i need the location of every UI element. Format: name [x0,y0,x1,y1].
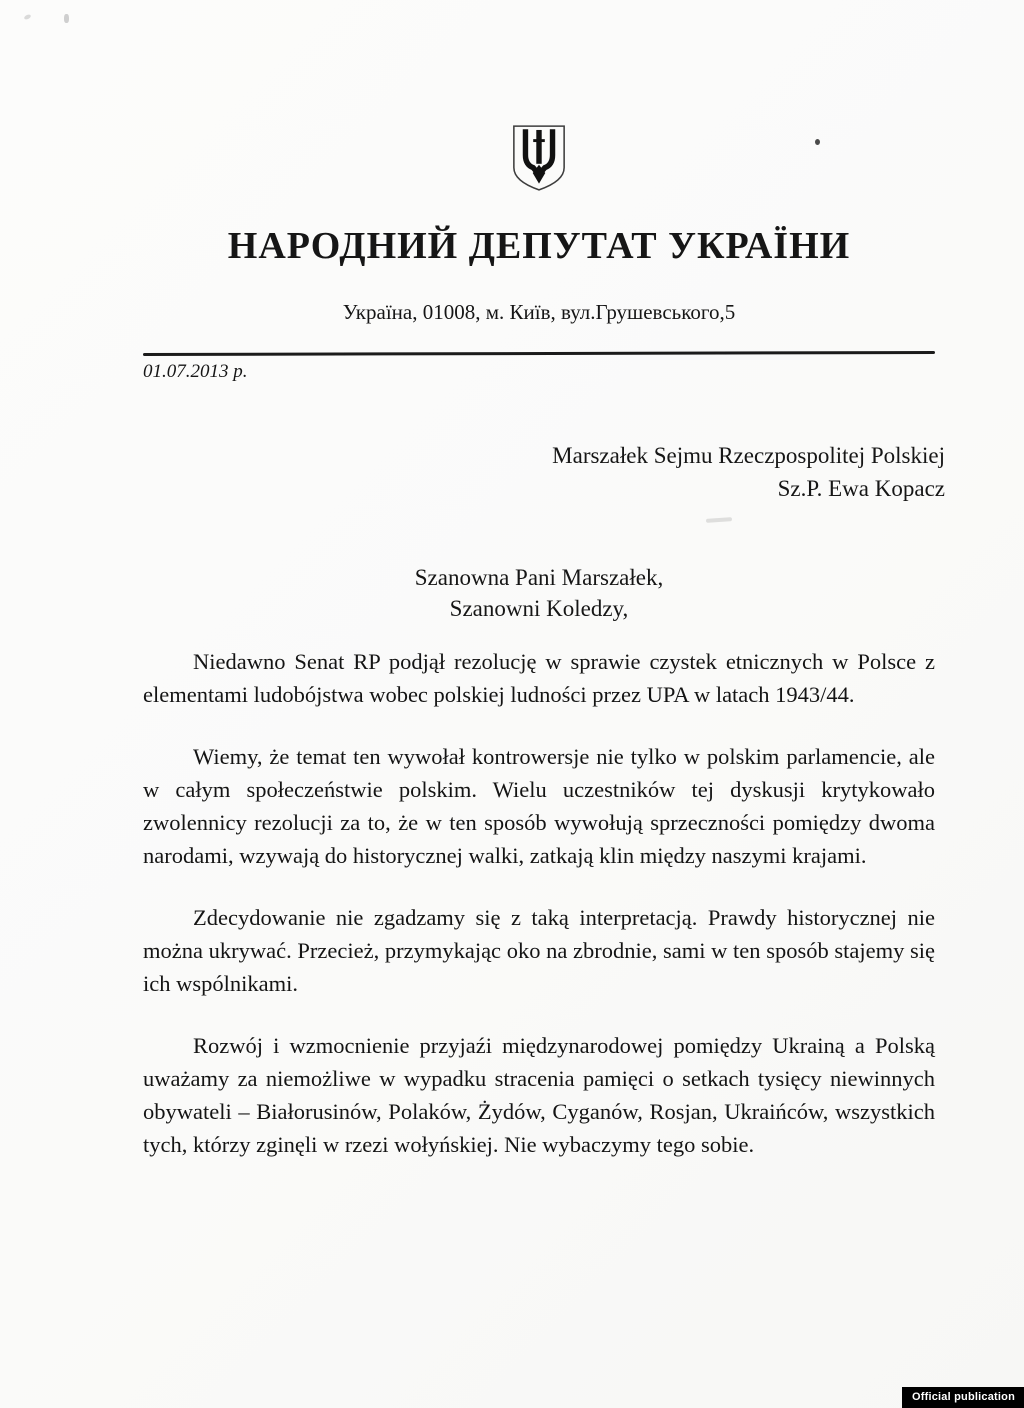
recipient-line: Marszałek Sejmu Rzeczpospolitej Polskiej [552,443,945,468]
letter-paragraph: Zdecydowanie nie zgadzamy się z taką interpretacją. Prawdy historycznej nie można ukrywać. Przecież, przymykając oko na zbrodnie, sami w ten sposób stajemy się ich wspólnikami. [143,905,935,996]
ukraine-tryzub-shield-icon [510,180,568,197]
scan-speck [64,14,69,23]
recipient-line: Sz.P. Ewa Kopacz [777,476,945,501]
letter-date: 01.07.2013 р. [143,361,248,382]
salutation-block [143,562,935,624]
salutation-line: Szanowni Koledzy, [449,596,629,621]
recipient-block [143,439,945,505]
scan-speck [815,139,820,145]
letterhead-emblem [143,0,935,198]
letterhead-title: НАРОДНИЙ ДЕПУТАТ УКРАЇНИ [227,225,851,267]
letterhead-address: Україна, 01008, м. Київ, вул.Грушевського,5 [342,300,736,324]
letter-paragraph: Niedawno Senat RP podjął rezolucję w sprawie czystek etnicznych w Polsce z elementami ludobójstwa wobec polskiej ludności przez UPA w latach 1943/44. [143,649,935,707]
letter-body [143,645,935,1161]
official-publication-badge: Official publication [902,1387,1024,1408]
letter-paragraph: Rozwój i wzmocnienie przyjaźi międzynarodowej pomiędzy Ukrainą a Polską uważamy za niemożliwe w wypadku stracenia pamięci o setkach tysięcy niewinnych obywateli – Białorusinów, Polaków, Żydów, Cyganów, Rosjan, Ukraińców, wszystkich tych, którzy zginęli w rzezi wołyńskiej. Nie wybaczymy tego sobie. [143,1033,935,1157]
letterhead-divider [143,351,935,356]
salutation-line: Szanowna Pani Marszałek, [414,565,664,590]
letter-paragraph: Wiemy, że temat ten wywołał kontrowersje nie tylko w polskim parlamencie, ale w całym społeczeństwie polskim. Wielu uczestników tej dyskusji krytykowało zwolennicy rezolucji za to, że w ten sposób wywołują sprzeczności pomiędzy dwoma narodami, wzywają do historycznej walki, zatkają klin między naszymi krajami. [143,744,935,868]
